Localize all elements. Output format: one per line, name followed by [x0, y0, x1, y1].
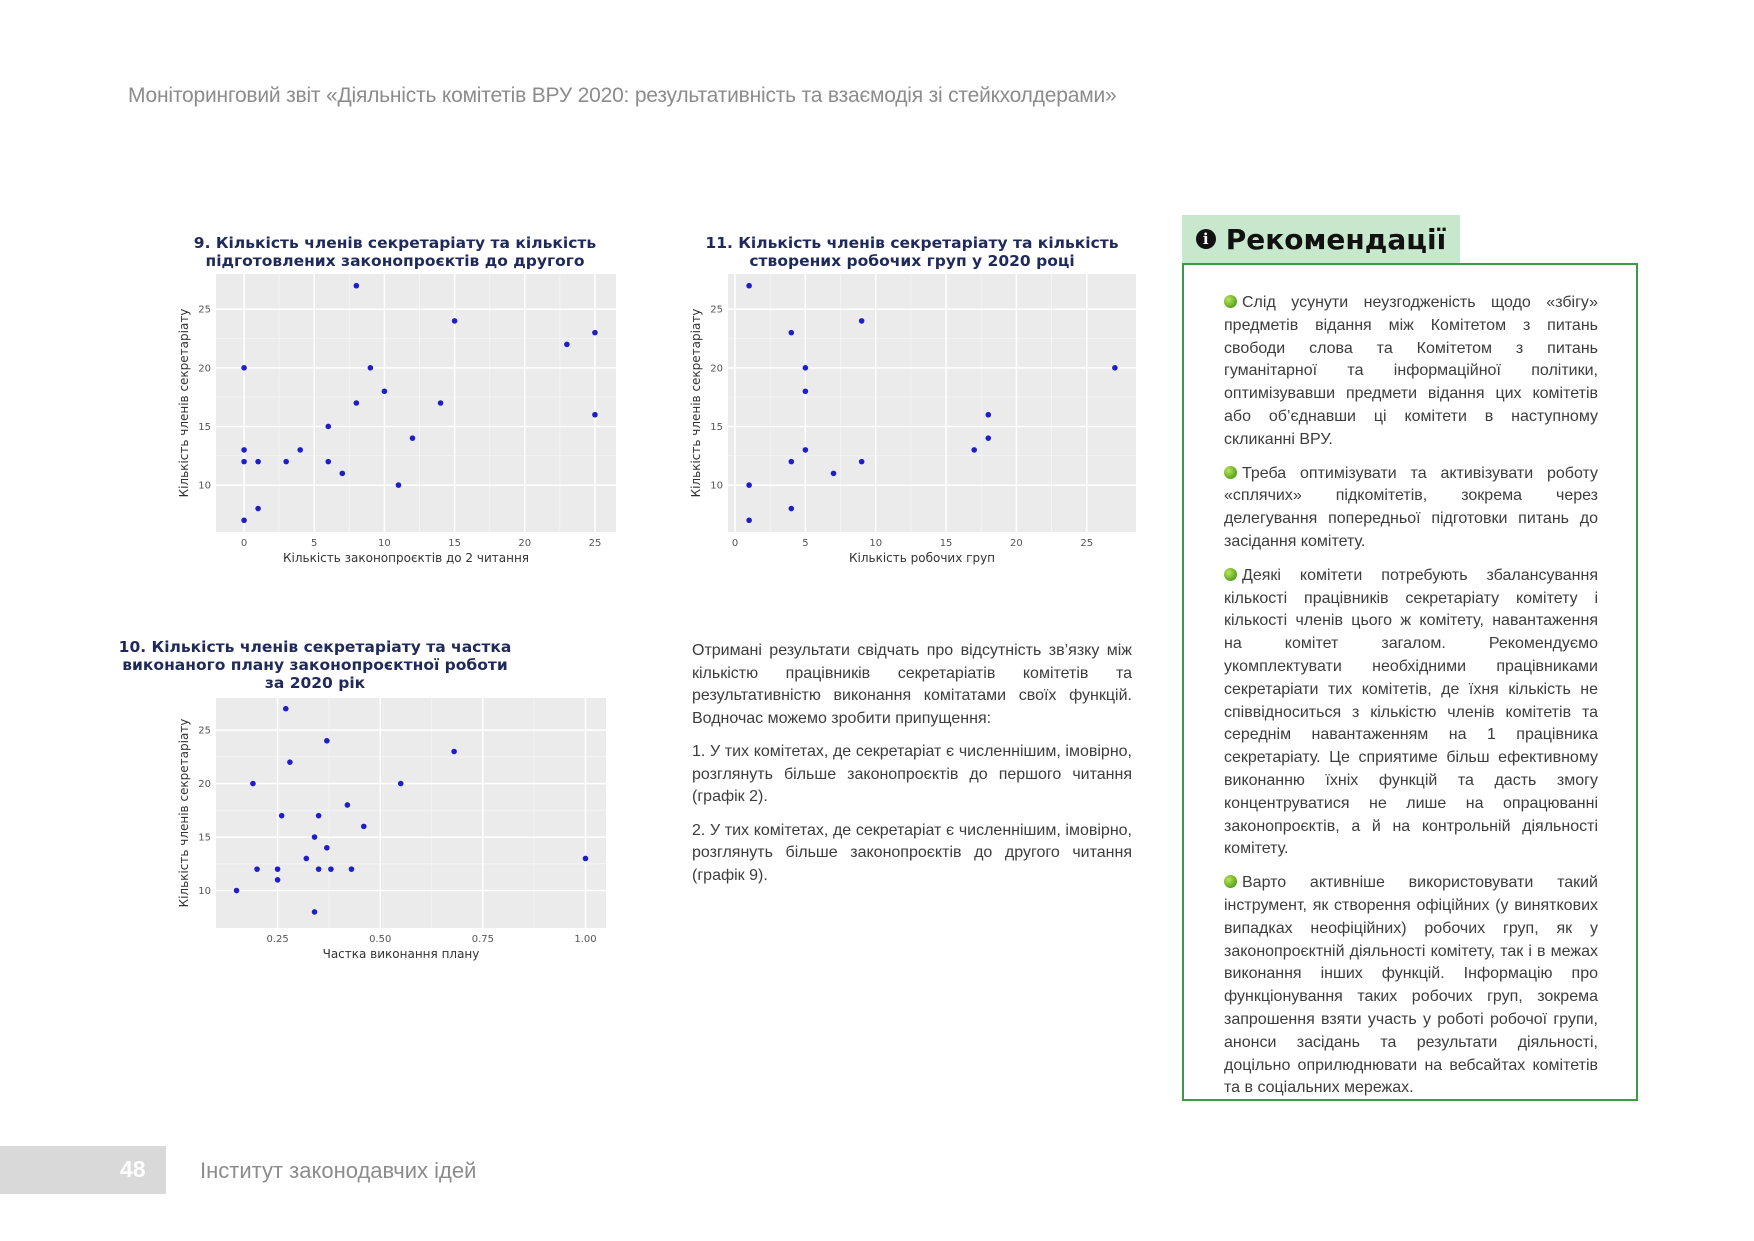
data-point	[287, 759, 293, 765]
analysis-paragraph: 2. У тих комітетах, де секретаріат є численнішим, імовірно, розглянуть більше законопроєктів до другого читання (графік 9).	[692, 821, 1132, 884]
data-point	[398, 781, 404, 787]
y-tick-label: 15	[198, 421, 211, 433]
scatter-plot-11	[682, 232, 1142, 572]
chart-title-line: 9. Кількість членів секретаріату та кількість	[193, 234, 597, 252]
data-point	[859, 459, 865, 465]
y-tick-label: 10	[198, 886, 211, 898]
analysis-paragraph: 1. У тих комітетах, де секретаріат є численнішим, імовірно, розглянуть більше законопроєктів до першого читання (графік 2).	[692, 743, 1132, 805]
x-tick-label: 15	[448, 538, 461, 549]
chart-title-line: за 2020 рік	[264, 674, 366, 692]
recommendation-item	[1224, 463, 1598, 554]
data-point	[746, 517, 752, 523]
y-tick-label: 15	[198, 832, 211, 844]
x-tick-label: 10	[869, 538, 883, 549]
data-point	[592, 412, 598, 418]
data-point	[324, 845, 330, 851]
y-tick-label: 25	[198, 725, 211, 737]
plot-panel	[216, 274, 616, 532]
data-point	[746, 482, 752, 488]
data-point	[349, 866, 355, 872]
data-point	[345, 802, 351, 808]
data-point	[312, 909, 318, 915]
x-tick-label: 0	[731, 538, 739, 549]
green-bullet-icon	[1224, 466, 1237, 479]
data-point	[241, 365, 247, 371]
data-point	[255, 459, 261, 465]
recommendations-list	[1224, 292, 1598, 1111]
green-bullet-icon	[1224, 568, 1237, 581]
data-point	[275, 877, 281, 883]
data-point	[316, 866, 322, 872]
recommendation-item	[1224, 292, 1598, 452]
data-point	[789, 330, 795, 336]
data-point	[354, 283, 360, 289]
data-point	[241, 517, 247, 523]
y-axis-label: Кількість членів секретаріату	[177, 718, 191, 908]
data-point	[985, 412, 991, 418]
y-axis-label: Кількість членів секретаріату	[689, 308, 703, 498]
data-point	[1112, 365, 1118, 371]
chart-11	[682, 232, 1142, 572]
data-point	[592, 330, 598, 336]
data-point	[831, 471, 837, 477]
y-axis-label: Кількість членів секретаріату	[177, 308, 191, 498]
x-axis-label: Частка виконання плану	[322, 947, 480, 961]
data-point	[279, 813, 285, 819]
page-number: 48	[120, 1156, 146, 1182]
y-tick-label: 10	[198, 480, 211, 492]
x-tick-label: 0.75	[471, 934, 494, 945]
chart-9	[170, 232, 620, 572]
data-point	[340, 471, 346, 477]
data-point	[254, 866, 260, 872]
data-point	[564, 342, 570, 348]
x-tick-label: 0	[240, 538, 248, 549]
y-tick-label: 10	[710, 480, 723, 492]
data-point	[324, 738, 330, 744]
plot-panel	[216, 698, 606, 928]
data-point	[803, 388, 809, 394]
data-point	[438, 400, 444, 406]
recommendation-text: Треба оптимізувати та активізувати роботу «сплячих» підкомітетів, зокрема через делегування попередньої підготовки питань до засідання комітету.	[1224, 464, 1598, 550]
x-tick-label: 1.00	[574, 934, 597, 945]
data-point	[789, 459, 795, 465]
data-point	[452, 318, 458, 324]
y-tick-label: 15	[710, 421, 723, 433]
x-tick-label: 15	[939, 538, 953, 549]
y-tick-label: 20	[710, 363, 723, 375]
analysis-text	[692, 640, 1132, 898]
x-tick-label: 0.25	[266, 934, 289, 945]
data-point	[985, 435, 991, 441]
chart-title-line: підготовлених законопроєктів до другого	[205, 252, 585, 270]
data-point	[859, 318, 865, 324]
data-point	[410, 435, 416, 441]
x-tick-label: 5	[802, 538, 809, 549]
plot-panel	[728, 274, 1136, 532]
recommendation-item	[1224, 565, 1598, 861]
chart-title-line: 10. Кількість членів секретаріату та частка	[118, 638, 512, 656]
green-bullet-icon	[1224, 875, 1237, 888]
data-point	[803, 365, 809, 371]
y-tick-label: 20	[198, 779, 211, 791]
x-tick-label: 0.50	[369, 934, 392, 945]
data-point	[325, 424, 331, 430]
data-point	[312, 834, 318, 840]
data-point	[361, 824, 367, 830]
data-point	[304, 856, 310, 862]
recommendations-box	[1182, 263, 1638, 1101]
data-point	[275, 866, 281, 872]
data-point	[803, 447, 809, 453]
data-point	[382, 388, 388, 394]
recommendation-text: Слід усунути неузгодженість щодо «збігу» предметів відання між Комітетом з питань свободи слова та Комітетом з питань гуманітарної та інформаційної політики, оптимізувавши предмети відання цих комітетів або об’єднавши ці комітети в наступному скликанні ВРУ.	[1224, 294, 1598, 448]
y-tick-label: 25	[710, 304, 723, 316]
scatter-plot-9	[170, 232, 620, 572]
footer-organization: Інститут законодавчих ідей	[200, 1158, 477, 1183]
recommendations-title: Рекомендації	[1225, 222, 1447, 256]
data-point	[451, 749, 457, 755]
green-bullet-icon	[1224, 295, 1237, 308]
recommendation-text: Деякі комітети потребують збалансування кількості працівників секретаріату комітету і кількості членів цього ж комітету, навантаження на комітет загалом. Рекомендуємо укомплектувати необхідними працівниками секретаріати тих комітетів, де їхня кількість не співвідноситься з кількістю членів комітетів та середнім навантаженням на 1 працівника секретаріату. Це сприятиме більш ефективному виконанню їхніх функцій та дасть змогу концентруватися не лише на опрацюванні законопроєктів, а й на контрольній діяльності комітету.	[1224, 566, 1598, 858]
info-icon: i	[1196, 229, 1216, 249]
chart-title-line: виконаного плану законопроєктної роботи	[122, 656, 508, 674]
data-point	[241, 447, 247, 453]
recommendation-text: Варто активніше використовувати такий інструмент, як створення офіційних (у виняткових випадках неофіційних) робочих груп, як у законопроєктній діяльності комітету, так і в межах виконання інших функцій. Інформацію про функціонування таких робочих груп, зокрема запрошення взяти участь у роботі робочої групи, анонси засідань та результати діяльності, доцільно оприлюднювати на вебсайтах комітетів та в соціальних мережах.	[1224, 874, 1598, 1097]
data-point	[325, 459, 331, 465]
data-point	[971, 447, 977, 453]
data-point	[396, 482, 402, 488]
data-point	[316, 813, 322, 819]
chart-title-line: створених робочих груп у 2020 році	[749, 252, 1075, 270]
recommendations-tab	[1182, 215, 1460, 263]
chart-title-line: 11. Кількість членів секретаріату та кількість	[705, 234, 1119, 252]
data-point	[789, 506, 795, 512]
scatter-plot-10	[170, 638, 620, 968]
chart-10	[118, 638, 620, 968]
data-point	[328, 866, 334, 872]
data-point	[746, 283, 752, 289]
y-tick-label: 25	[198, 304, 211, 316]
data-point	[297, 447, 303, 453]
data-point	[241, 459, 247, 465]
data-point	[255, 506, 261, 512]
x-axis-label: Кількість законопроєктів до 2 читання	[282, 551, 530, 565]
x-axis-label: Кількість робочих груп	[848, 551, 996, 565]
data-point	[250, 781, 256, 787]
page-header-title: Моніторинговий звіт «Діяльність комітетів ВРУ 2020: результативність та взаємодія зі стейкхолдерами»	[128, 84, 1117, 107]
data-point	[283, 459, 289, 465]
data-point	[354, 400, 360, 406]
recommendation-item	[1224, 872, 1598, 1100]
x-tick-label: 10	[378, 538, 391, 549]
y-tick-label: 20	[198, 363, 211, 375]
x-tick-label: 25	[588, 538, 602, 549]
x-tick-label: 5	[311, 538, 318, 549]
x-tick-label: 25	[1080, 538, 1094, 549]
x-tick-label: 20	[518, 538, 532, 549]
data-point	[368, 365, 374, 371]
data-point	[234, 888, 240, 894]
x-tick-label: 20	[1010, 538, 1023, 549]
data-point	[583, 856, 589, 862]
analysis-paragraph: Отримані результати свідчать про відсутність зв’язку між кількістю працівників секретаріатів комітетів та результативністю виконання комітатами своїх функцій. Водночас можемо зробити припущення:	[692, 642, 1132, 727]
data-point	[283, 706, 289, 712]
